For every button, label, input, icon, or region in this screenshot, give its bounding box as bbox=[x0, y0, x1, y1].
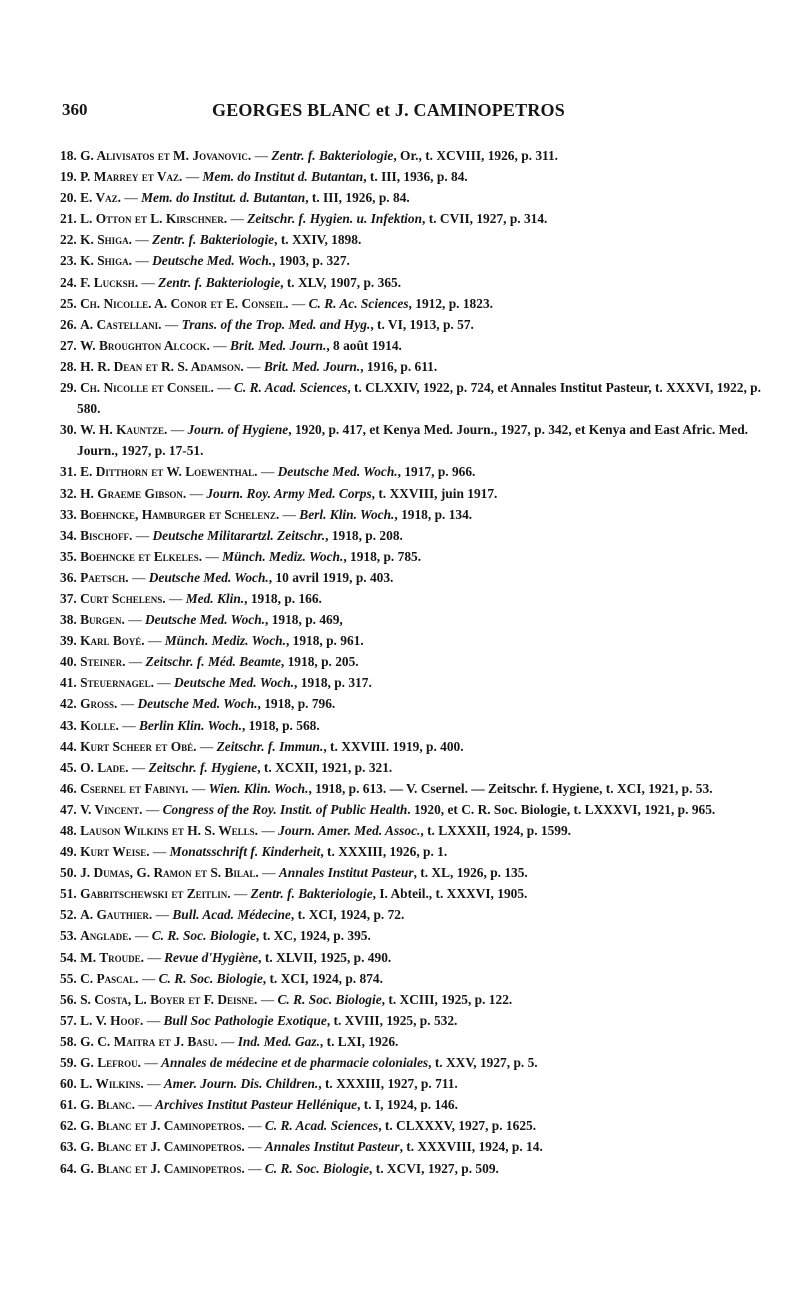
reference-number: 53. bbox=[60, 928, 77, 944]
reference-item: 27. W. Broughton Alcock. — Brit. Med. Journ., 8 août 1914. bbox=[60, 337, 402, 353]
reference-item: 57. L. V. Hoof. — Bull Soc Pathologie Exotique, t. XVIII, 1925, p. 532. bbox=[60, 1012, 458, 1028]
reference-source: Bull Soc Pathologie Exotique bbox=[163, 1012, 327, 1028]
reference-details: , 10 avril 1919, p. 403. bbox=[268, 569, 394, 585]
reference-source: Münch. Mediz. Woch. bbox=[222, 548, 344, 564]
reference-source: Bull. Acad. Médecine bbox=[172, 907, 291, 923]
reference-number: 35. bbox=[60, 548, 77, 564]
reference-item: 45. O. Lade. — Zeitschr. f. Hygiene, t. XCXII, 1921, p. 321. bbox=[60, 759, 393, 775]
reference-number: 40. bbox=[60, 654, 77, 670]
reference-details: , t. LXI, 1926. bbox=[319, 1033, 399, 1049]
reference-source: C. R. Soc. Biologie bbox=[151, 928, 256, 944]
reference-details: , 1918, p. 208. bbox=[325, 527, 403, 543]
reference-details: , t. XXIV, 1898. bbox=[274, 232, 362, 248]
reference-details: , t. CLXXIV, 1922, p. 724, et Annales Institut Pasteur, t. XXXVI, 1922, p. 580. bbox=[77, 380, 761, 417]
reference-authors: E. Ditthorn et W. Loewenthal. bbox=[80, 464, 258, 480]
reference-authors: W. Broughton Alcock. bbox=[80, 337, 210, 353]
reference-source: Berlin Klin. Woch. bbox=[138, 717, 242, 733]
reference-number: 38. bbox=[60, 612, 77, 628]
reference-authors: A. Castellani. bbox=[80, 316, 162, 332]
reference-source: C. R. Ac. Sciences bbox=[308, 295, 409, 311]
reference-source: Med. Klin. bbox=[185, 590, 245, 606]
reference-authors: G. Lefrou. bbox=[80, 1055, 141, 1071]
reference-number: 47. bbox=[60, 801, 77, 817]
reference-authors: H. Graeme Gibson. bbox=[80, 485, 187, 501]
reference-details: , t. XXXVIII, 1924, p. 14. bbox=[399, 1139, 543, 1155]
reference-number: 50. bbox=[60, 865, 77, 881]
reference-source: Zentr. f. Bakteriologie bbox=[158, 274, 281, 290]
reference-number: 33. bbox=[60, 506, 77, 522]
reference-authors: Kurt Scheer et Obé. bbox=[80, 738, 197, 754]
reference-number: 46. bbox=[60, 780, 77, 796]
reference-source: Revue d'Hygiène bbox=[164, 949, 259, 965]
reference-item: 25. Ch. Nicolle. A. Conor et E. Conseil. — C. R. Ac. Sciences, 1912, p. 1823. bbox=[60, 295, 493, 311]
reference-source: Deutsche Med. Woch. bbox=[148, 569, 269, 585]
reference-item: 61. G. Blanc. — Archives Institut Pasteur Hellénique, t. I, 1924, p. 146. bbox=[60, 1097, 458, 1113]
reference-authors: O. Lade. bbox=[80, 759, 129, 775]
reference-source: Journ. Amer. Med. Assoc. bbox=[278, 823, 421, 838]
reference-source: Journ. of Hygiene bbox=[187, 422, 289, 438]
reference-source: Annales Institut Pasteur bbox=[264, 1139, 400, 1155]
reference-item: 43. Kolle. — Berlin Klin. Woch., 1918, p. 568. bbox=[60, 717, 320, 733]
reference-source: Deutsche Med. Woch. bbox=[137, 696, 258, 712]
reference-number: 52. bbox=[60, 907, 77, 923]
running-title: GEORGES BLANC et J. CAMINOPETROS bbox=[212, 100, 565, 120]
reference-source: Zentr. f. Bakteriologie bbox=[250, 886, 373, 902]
reference-authors: G. Blanc. bbox=[80, 1097, 136, 1113]
reference-number: 60. bbox=[60, 1076, 77, 1092]
reference-source: C. R. Soc. Biologie bbox=[277, 991, 382, 1007]
reference-number: 19. bbox=[60, 169, 77, 185]
reference-details: , Or., t. XCVIII, 1926, p. 311. bbox=[393, 148, 559, 163]
reference-item: 62. G. Blanc et J. Caminopetros. — C. R. Acad. Sciences, t. CLXXXV, 1927, p. 1625. bbox=[60, 1118, 537, 1134]
reference-source: Zentr. f. Bakteriologie bbox=[271, 148, 394, 163]
reference-authors: C. Pascal. bbox=[80, 970, 139, 986]
reference-item: 42. Gross. — Deutsche Med. Woch., 1918, p. 796. bbox=[60, 696, 336, 712]
reference-details: , t. LXXXII, 1924, p. 1599. bbox=[420, 823, 572, 838]
reference-authors: V. Vincent. bbox=[80, 801, 143, 817]
reference-authors: G. Blanc et J. Caminopetros. bbox=[80, 1139, 245, 1155]
reference-authors: Boehncke et Elkeles. bbox=[80, 548, 203, 564]
reference-item: 24. F. Lucksh. — Zentr. f. Bakteriologie, t. XLV, 1907, p. 365. bbox=[60, 274, 402, 290]
reference-authors: E. Vaz. bbox=[80, 190, 122, 206]
reference-source: Zentr. f. Bakteriologie bbox=[152, 232, 275, 248]
reference-item: 44. Kurt Scheer et Obé. — Zeitschr. f. Immun., t. XXVIII. 1919, p. 400. bbox=[60, 738, 464, 754]
reference-number: 22. bbox=[60, 232, 77, 248]
reference-number: 32. bbox=[60, 485, 77, 501]
reference-details: , t. I, 1924, p. 146. bbox=[357, 1097, 458, 1113]
reference-number: 39. bbox=[60, 633, 77, 649]
reference-details: , t. XVIII, 1925, p. 532. bbox=[326, 1012, 458, 1028]
reference-authors: L. Wilkins. bbox=[80, 1076, 144, 1092]
reference-details: , 1918, p. 568. bbox=[241, 717, 320, 733]
reference-item: 19. P. Marrey et Vaz. — Mem. do Institut d. Butantan, t. III, 1936, p. 84. bbox=[60, 169, 468, 185]
reference-number: 42. bbox=[60, 696, 77, 712]
reference-details: , t. CLXXXV, 1927, p. 1625. bbox=[378, 1118, 537, 1134]
reference-number: 20. bbox=[60, 190, 77, 206]
reference-number: 44. bbox=[60, 738, 77, 754]
reference-item: 53. Anglade. — C. R. Soc. Biologie, t. XC, 1924, p. 395. bbox=[60, 928, 371, 944]
reference-authors: Csernel et Fabinyi. bbox=[80, 780, 189, 796]
reference-details: , t. III, 1936, p. 84. bbox=[363, 169, 468, 185]
reference-item: 37. Curt Schelens. — Med. Klin., 1918, p. 166. bbox=[60, 590, 322, 606]
reference-item: 34. Bischoff. — Deutsche Militarartzl. Zeitschr., 1918, p. 208. bbox=[60, 527, 403, 543]
reference-item: 18. G. Alivisatos et M. Jovanovic. — Zentr. f. Bakteriologie, Or., t. XCVIII, 1926, p. 311. bbox=[60, 148, 559, 163]
reference-source: C. R. Soc. Biologie bbox=[264, 1160, 370, 1176]
reference-item: 20. E. Vaz. — Mem. do Institut. d. Butantan, t. III, 1926, p. 84. bbox=[60, 190, 410, 206]
reference-item: 33. Boehncke, Hamburger et Schelenz. — Berl. Klin. Woch., 1918, p. 134. bbox=[60, 506, 473, 522]
reference-details: , 1917, p. 966. bbox=[397, 464, 476, 480]
reference-source: Zeitschr. f. Immun. bbox=[216, 738, 324, 754]
reference-details: , t. XXXIII, 1926, p. 1. bbox=[320, 844, 448, 860]
reference-number: 31. bbox=[60, 464, 77, 480]
reference-authors: F. Lucksh. bbox=[80, 274, 139, 290]
reference-number: 29. bbox=[60, 380, 77, 396]
reference-number: 34. bbox=[60, 527, 77, 543]
reference-details: , 8 août 1914. bbox=[326, 337, 402, 353]
reference-number: 51. bbox=[60, 886, 77, 902]
reference-details: , t. XXV, 1927, p. 5. bbox=[428, 1055, 538, 1071]
reference-item: 21. L. Otton et L. Kirschner. — Zeitschr. f. Hygien. u. Infektion, t. CVII, 1927, p. 314. bbox=[60, 211, 548, 227]
reference-source: Trans. of the Trop. Med. and Hyg. bbox=[181, 316, 371, 332]
reference-number: 61. bbox=[60, 1097, 77, 1113]
reference-item: 64. G. Blanc et J. Caminopetros. — C. R. Soc. Biologie, t. XCVI, 1927, p. 509. bbox=[60, 1160, 499, 1176]
reference-source: Amer. Journ. Dis. Children. bbox=[163, 1076, 319, 1092]
reference-number: 30. bbox=[60, 422, 77, 438]
reference-details: , I. Abteil., t. XXXVI, 1905. bbox=[372, 886, 528, 902]
reference-source: C. R. Soc. Biologie bbox=[158, 970, 263, 986]
reference-source: Deutsche Med. Woch. bbox=[152, 253, 273, 269]
reference-source: Archives Institut Pasteur Hellénique bbox=[155, 1097, 358, 1113]
reference-item: 46. Csernel et Fabinyi. — Wien. Klin. Woch., 1918, p. 613. — V. Csernel. — Zeitschr. f. Hygiene, t. XCI, 1921, p. 53. bbox=[60, 780, 713, 796]
reference-details: , t. XLVII, 1925, p. 490. bbox=[258, 949, 392, 965]
reference-source: Deutsche Med. Woch. bbox=[174, 675, 295, 691]
reference-source: Journ. Roy. Army Med. Corps bbox=[206, 485, 372, 501]
reference-authors: Burgen. bbox=[80, 612, 125, 628]
reference-item: 26. A. Castellani. — Trans. of the Trop. Med. and Hyg., t. VI, 1913, p. 57. bbox=[60, 316, 474, 332]
reference-authors: Steuernagel. bbox=[80, 675, 154, 691]
reference-details: , 1903, p. 327. bbox=[272, 253, 350, 269]
reference-number: 59. bbox=[60, 1055, 77, 1071]
reference-details: , t. XL, 1926, p. 135. bbox=[413, 865, 528, 881]
reference-details: , t. XCI, 1924, p. 72. bbox=[290, 907, 405, 923]
reference-number: 62. bbox=[60, 1118, 77, 1134]
reference-authors: G. Blanc et J. Caminopetros. bbox=[80, 1118, 245, 1134]
reference-number: 49. bbox=[60, 844, 77, 860]
reference-details: , t. XXVIII. 1919, p. 400. bbox=[323, 738, 464, 754]
reference-source: Mem. do Institut d. Butantan bbox=[202, 169, 364, 185]
reference-source: C. R. Acad. Sciences bbox=[264, 1118, 379, 1134]
reference-authors: G. C. Maitra et J. Basu. bbox=[80, 1033, 218, 1049]
reference-number: 64. bbox=[60, 1160, 77, 1176]
reference-source: Annales Institut Pasteur bbox=[278, 865, 414, 881]
reference-item: 31. E. Ditthorn et W. Loewenthal. — Deutsche Med. Woch., 1917, p. 966. bbox=[60, 464, 476, 480]
reference-details: , t. III, 1926, p. 84. bbox=[305, 190, 410, 206]
reference-item: 38. Burgen. — Deutsche Med. Woch., 1918, p. 469, bbox=[60, 612, 343, 628]
reference-details: , t. VI, 1913, p. 57. bbox=[370, 316, 474, 332]
reference-source: Berl. Klin. Woch. bbox=[299, 506, 395, 522]
reference-details: , 1918, p. 205. bbox=[280, 654, 359, 670]
reference-details: . 1920, et C. R. Soc. Biologie, t. LXXXVI, 1921, p. 965. bbox=[407, 801, 716, 817]
reference-item: 54. M. Troude. — Revue d'Hygiène, t. XLVII, 1925, p. 490. bbox=[60, 949, 392, 965]
reference-authors: Curt Schelens. bbox=[80, 590, 166, 606]
reference-source: Annales de médecine et de pharmacie coloniales bbox=[161, 1055, 429, 1071]
reference-number: 27. bbox=[60, 337, 77, 353]
reference-number: 55. bbox=[60, 970, 77, 986]
reference-authors: W. H. Kauntze. bbox=[80, 422, 168, 438]
reference-number: 21. bbox=[60, 211, 77, 227]
reference-authors: M. Troude. bbox=[80, 949, 144, 965]
reference-authors: Ch. Nicolle. A. Conor et E. Conseil. bbox=[80, 295, 289, 311]
reference-authors: Anglade. bbox=[80, 928, 132, 944]
reference-item: 36. Paetsch. — Deutsche Med. Woch., 10 avril 1919, p. 403. bbox=[60, 569, 394, 585]
reference-authors: L. V. Hoof. bbox=[80, 1012, 144, 1028]
reference-item: 35. Boehncke et Elkeles. — Münch. Mediz. Woch., 1918, p. 785. bbox=[60, 548, 422, 564]
reference-source: Brit. Med. Journ. bbox=[263, 358, 361, 374]
reference-authors: S. Costa, L. Boyer et F. Deisne. bbox=[80, 991, 258, 1007]
reference-authors: A. Gauthier. bbox=[80, 907, 153, 923]
reference-source: Ind. Med. Gaz. bbox=[237, 1033, 320, 1049]
reference-authors: Steiner. bbox=[80, 654, 126, 670]
reference-number: 26. bbox=[60, 316, 77, 332]
reference-details: , 1918, p. 469, bbox=[265, 612, 343, 628]
reference-item: 32. H. Graeme Gibson. — Journ. Roy. Army Med. Corps, t. XXVIII, juin 1917. bbox=[60, 485, 498, 501]
reference-details: , t. XC, 1924, p. 395. bbox=[255, 928, 371, 944]
reference-number: 48. bbox=[60, 823, 77, 838]
reference-number: 56. bbox=[60, 991, 77, 1007]
reference-authors: H. R. Dean et R. S. Adamson. bbox=[80, 358, 244, 374]
reference-source: Münch. Mediz. Woch. bbox=[164, 633, 286, 649]
reference-source: Deutsche Med. Woch. bbox=[277, 464, 398, 480]
reference-details: , 1918, p. 134. bbox=[394, 506, 473, 522]
page-header bbox=[62, 100, 780, 130]
reference-item: 51. Gabritschewski et Zeitlin. — Zentr. f. Bakteriologie, I. Abteil., t. XXXVI, 1905. bbox=[60, 886, 528, 902]
reference-item: 39. Karl Boyé. — Münch. Mediz. Woch., 1918, p. 961. bbox=[60, 633, 364, 649]
reference-item: 29. Ch. Nicolle et Conseil. — C. R. Acad. Sciences, t. CLXXIV, 1922, p. 724, et Annales Institut Pasteur, t. XXXVI, 1922, p. 580. bbox=[60, 380, 761, 417]
reference-item: 52. A. Gauthier. — Bull. Acad. Médecine, t. XCI, 1924, p. 72. bbox=[60, 907, 405, 923]
reference-authors: G. Blanc et J. Caminopetros. bbox=[80, 1160, 245, 1176]
reference-list bbox=[60, 145, 780, 1179]
reference-item: 30. W. H. Kauntze. — Journ. of Hygiene, 1920, p. 417, et Kenya Med. Journ., 1927, p. 342, et Kenya and East Afric. Med. Journ., 1927, p. 17-51. bbox=[60, 422, 748, 459]
reference-source: Deutsche Med. Woch. bbox=[144, 612, 266, 628]
reference-number: 63. bbox=[60, 1139, 77, 1155]
reference-authors: Karl Boyé. bbox=[80, 633, 145, 649]
reference-item: 28. H. R. Dean et R. S. Adamson. — Brit. Med. Journ., 1916, p. 611. bbox=[60, 358, 438, 374]
reference-details: , t. XCI, 1924, p. 874. bbox=[262, 970, 383, 986]
reference-item: 63. G. Blanc et J. Caminopetros. — Annales Institut Pasteur, t. XXXVIII, 1924, p. 14. bbox=[60, 1139, 543, 1155]
reference-source: Zeitschr. f. Méd. Beamte bbox=[145, 654, 281, 670]
reference-item: 58. G. C. Maitra et J. Basu. — Ind. Med. Gaz., t. LXI, 1926. bbox=[60, 1033, 399, 1049]
reference-source: Deutsche Militarartzl. Zeitschr. bbox=[152, 527, 326, 543]
reference-authors: Gross. bbox=[80, 696, 118, 712]
reference-authors: Lauson Wilkins et H. S. Wells. bbox=[80, 823, 259, 838]
reference-details: , 1918, p. 961. bbox=[285, 633, 364, 649]
reference-source: Zeitschr. f. Hygien. u. Infektion bbox=[247, 211, 423, 227]
reference-item: 22. K. Shiga. — Zentr. f. Bakteriologie, t. XXIV, 1898. bbox=[60, 232, 362, 248]
reference-item: 48. Lauson Wilkins et H. S. Wells. — Journ. Amer. Med. Assoc., t. LXXXII, 1924, p. 1599. bbox=[60, 823, 572, 838]
reference-item: 47. V. Vincent. — Congress of the Roy. Instit. of Public Health. 1920, et C. R. Soc. Biologie, t. LXXXVI, 1921, p. 965. bbox=[60, 801, 716, 817]
reference-item: 60. L. Wilkins. — Amer. Journ. Dis. Children., t. XXXIII, 1927, p. 711. bbox=[60, 1076, 458, 1092]
reference-authors: K. Shiga. bbox=[80, 253, 133, 269]
reference-item: 55. C. Pascal. — C. R. Soc. Biologie, t. XCI, 1924, p. 874. bbox=[60, 970, 383, 986]
reference-details: , t. XXVIII, juin 1917. bbox=[371, 485, 498, 501]
reference-number: 36. bbox=[60, 569, 77, 585]
reference-item: 40. Steiner. — Zeitschr. f. Méd. Beamte, 1918, p. 205. bbox=[60, 654, 359, 670]
reference-details: , t. XCVI, 1927, p. 509. bbox=[369, 1160, 499, 1176]
reference-authors: Kurt Weise. bbox=[80, 844, 150, 860]
reference-source: Wien. Klin. Woch. bbox=[208, 780, 309, 796]
reference-details: , t. XCXII, 1921, p. 321. bbox=[257, 759, 393, 775]
reference-number: 24. bbox=[60, 274, 77, 290]
reference-authors: P. Marrey et Vaz. bbox=[80, 169, 183, 185]
reference-authors: K. Shiga. bbox=[80, 232, 133, 248]
reference-number: 25. bbox=[60, 295, 77, 311]
page-number: 360 bbox=[62, 100, 88, 119]
reference-authors: G. Alivisatos et M. Jovanovic. bbox=[80, 148, 252, 163]
reference-details: , t. XCIII, 1925, p. 122. bbox=[381, 991, 513, 1007]
reference-authors: Gabritschewski et Zeitlin. bbox=[80, 886, 231, 902]
reference-authors: Paetsch. bbox=[80, 569, 129, 585]
reference-number: 37. bbox=[60, 590, 77, 606]
reference-source: Zeitschr. f. Hygiene bbox=[148, 759, 258, 775]
reference-number: 43. bbox=[60, 717, 77, 733]
reference-details: , 1918, p. 785. bbox=[343, 548, 422, 564]
reference-details: , 1918, p. 317. bbox=[294, 675, 372, 691]
reference-details: , 1912, p. 1823. bbox=[408, 295, 493, 311]
reference-source: Congress of the Roy. Instit. of Public Health bbox=[162, 801, 408, 817]
reference-item: 49. Kurt Weise. — Monatsschrift f. Kinderheit, t. XXXIII, 1926, p. 1. bbox=[60, 844, 448, 860]
reference-number: 28. bbox=[60, 358, 77, 374]
reference-item: 59. G. Lefrou. — Annales de médecine et de pharmacie coloniales, t. XXV, 1927, p. 5. bbox=[60, 1055, 538, 1071]
reference-details: , 1918, p. 796. bbox=[257, 696, 336, 712]
reference-number: 18. bbox=[60, 148, 77, 163]
reference-details: , t. CVII, 1927, p. 314. bbox=[422, 211, 548, 227]
reference-authors: Ch. Nicolle et Conseil. bbox=[80, 380, 214, 396]
reference-source: C. R. Acad. Sciences bbox=[233, 380, 348, 396]
reference-number: 58. bbox=[60, 1033, 77, 1049]
reference-authors: Bischoff. bbox=[80, 527, 133, 543]
reference-authors: J. Dumas, G. Ramon et S. Bilal. bbox=[80, 865, 259, 881]
reference-item: 50. J. Dumas, G. Ramon et S. Bilal. — Annales Institut Pasteur, t. XL, 1926, p. 135. bbox=[60, 865, 528, 881]
reference-item: 41. Steuernagel. — Deutsche Med. Woch., 1918, p. 317. bbox=[60, 675, 372, 691]
reference-details: , 1918, p. 166. bbox=[244, 590, 322, 606]
reference-number: 41. bbox=[60, 675, 77, 691]
reference-details: , 1916, p. 611. bbox=[360, 358, 438, 374]
reference-item: 23. K. Shiga. — Deutsche Med. Woch., 1903, p. 327. bbox=[60, 253, 350, 269]
reference-details: , t. XXXIII, 1927, p. 711. bbox=[318, 1076, 458, 1092]
reference-details: , 1918, p. 613. — V. Csernel. — Zeitschr. f. Hygiene, t. XCI, 1921, p. 53. bbox=[308, 780, 713, 796]
reference-authors: Boehncke, Hamburger et Schelenz. bbox=[80, 506, 280, 522]
reference-authors: L. Otton et L. Kirschner. bbox=[80, 211, 228, 227]
reference-number: 57. bbox=[60, 1012, 77, 1028]
reference-source: Monatsschrift f. Kinderheit bbox=[169, 844, 321, 860]
reference-source: Brit. Med. Journ. bbox=[229, 337, 327, 353]
reference-number: 45. bbox=[60, 759, 77, 775]
reference-details: , 1920, p. 417, et Kenya Med. Journ., 1927, p. 342, et Kenya and East Afric. Med. Journ., 1927, p. 17-51. bbox=[77, 422, 748, 459]
reference-source: Mem. do Institut. d. Butantan bbox=[141, 190, 306, 206]
reference-details: , t. XLV, 1907, p. 365. bbox=[280, 274, 402, 290]
reference-number: 54. bbox=[60, 949, 77, 965]
reference-authors: Kolle. bbox=[80, 717, 119, 733]
reference-number: 23. bbox=[60, 253, 77, 269]
reference-item: 56. S. Costa, L. Boyer et F. Deisne. — C. R. Soc. Biologie, t. XCIII, 1925, p. 122. bbox=[60, 991, 513, 1007]
